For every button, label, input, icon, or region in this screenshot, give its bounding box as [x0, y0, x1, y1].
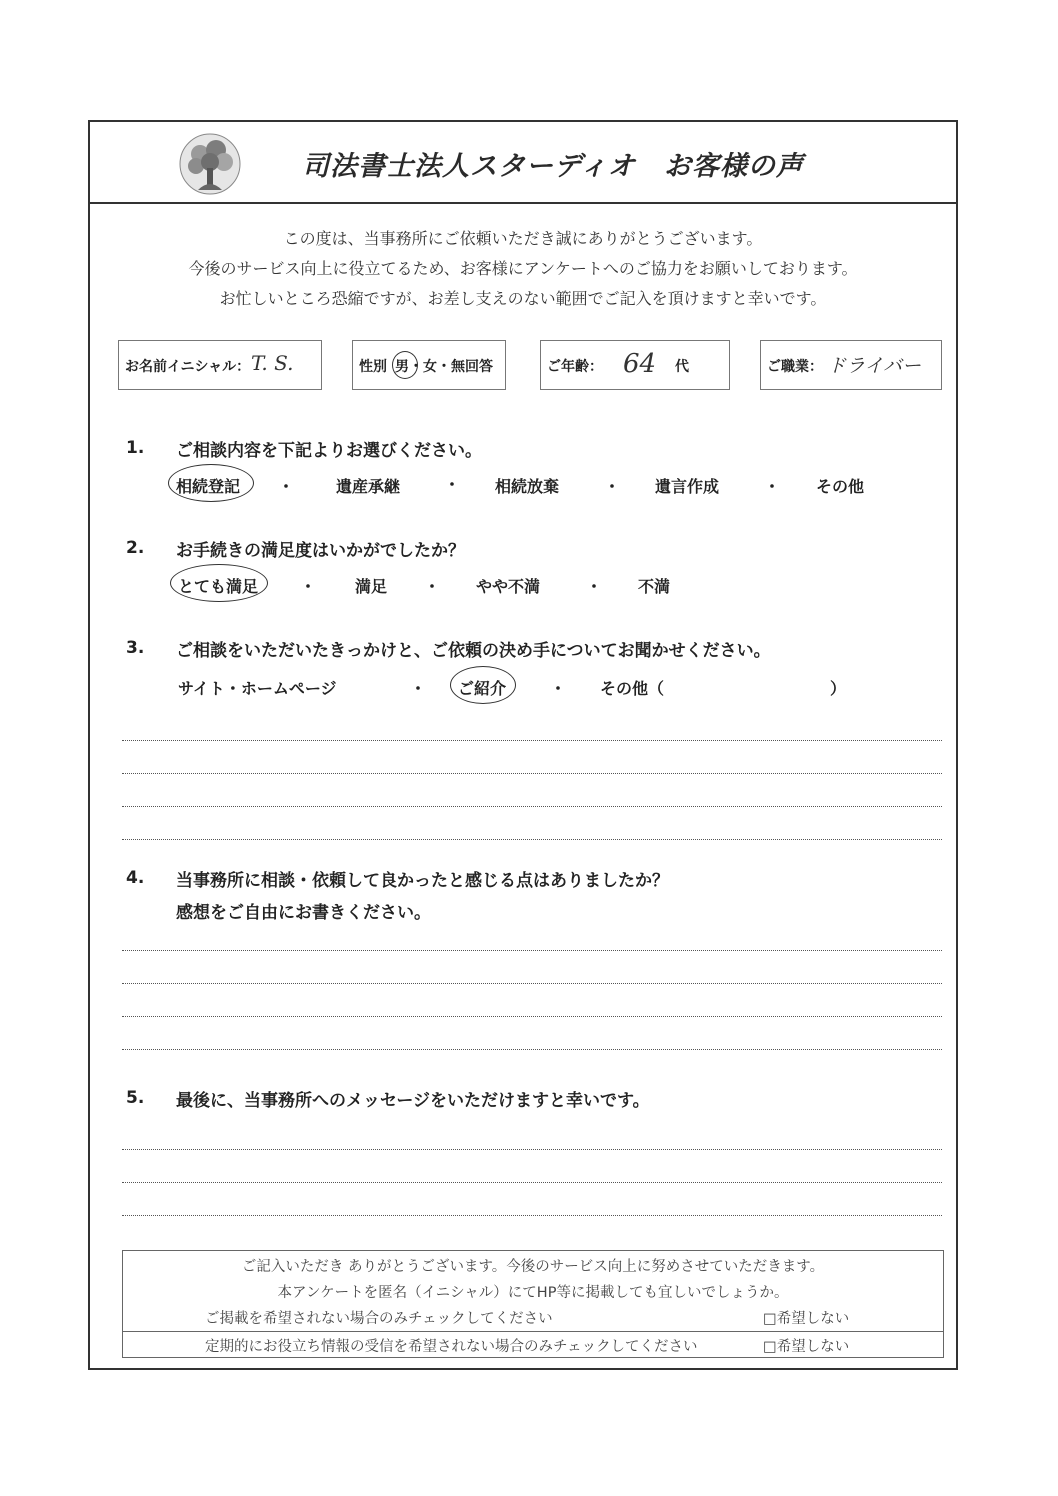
job-value: ドライバー [827, 355, 922, 377]
q3-option-1[interactable]: サイト・ホームページ [178, 679, 337, 698]
q3-option-3[interactable]: その他（ [600, 679, 665, 698]
initial-field[interactable] [118, 340, 322, 390]
q5-answer-line[interactable] [122, 1215, 942, 1216]
q1-option-2[interactable]: 遺産承継 [336, 477, 401, 496]
initial-value: T. S. [251, 351, 294, 375]
q4-answer-line[interactable] [122, 1016, 942, 1017]
q4-answer-line[interactable] [122, 983, 942, 984]
q1-option-5[interactable]: その他 [816, 477, 865, 496]
age-field[interactable] [540, 340, 730, 390]
form-header [90, 122, 956, 204]
q1-sep-1: ・ [278, 477, 295, 496]
q3-option-2[interactable]: ご紹介 [458, 679, 507, 698]
age-value: 64 [623, 349, 657, 379]
q2-text: お手続きの満足度はいかがでしたか？ [176, 541, 465, 561]
q2-option-1[interactable]: とても満足 [178, 577, 259, 596]
survey-form [88, 120, 958, 1370]
newsletter-opt-out-text: 定期的にお役立ち情報の受信を希望されない場合のみチェックしてください [205, 1339, 698, 1355]
q2-sep-2: ・ [424, 577, 441, 596]
consent-box [122, 1250, 944, 1358]
q4-answer-line[interactable] [122, 1049, 942, 1050]
q2-option-4[interactable]: 不満 [638, 577, 671, 596]
footer-publish-question: 本アンケートを匿名（イニシャル）にてHP等に掲載しても宜しいでしょうか。 [277, 1285, 789, 1301]
q1-sep-3: ・ [604, 477, 621, 496]
q2-option-1-circle [170, 564, 268, 602]
q3-answer-line[interactable] [122, 773, 942, 774]
gender-label: 性別 [359, 359, 387, 375]
q5-text: 最後に、当事務所へのメッセージをいただけますと幸いです。 [176, 1091, 650, 1111]
q1-sep-4: ・ [764, 477, 781, 496]
q1-number: 1. [126, 438, 145, 458]
gender-male-circle [392, 351, 418, 379]
age-suffix: 代 [675, 359, 689, 375]
q3-answer-line[interactable] [122, 740, 942, 741]
q3-number: 3. [126, 638, 145, 658]
intro-line-3: お忙しいところ恐縮ですが、お差し支えのない範囲でご記入を頂けますと幸いです。 [219, 289, 827, 308]
q1-sep-2: ・ [444, 475, 461, 494]
q5-answer-line[interactable] [122, 1182, 942, 1183]
q2-option-2[interactable]: 満足 [355, 577, 388, 596]
q3-sep-1: ・ [410, 679, 427, 698]
q3-answer-line[interactable] [122, 806, 942, 807]
q3-text: ご相談をいただいたきっかけと、ご依頼の決め手についてお聞かせください。 [176, 641, 771, 661]
q2-sep-3: ・ [586, 577, 603, 596]
intro-line-2: 今後のサービス向上に役立てるため、お客様にアンケートへのご協力をお願いしております。 [188, 259, 858, 278]
q4-answer-line[interactable] [122, 950, 942, 951]
gender-field[interactable] [352, 340, 506, 390]
q2-sep-1: ・ [300, 577, 317, 596]
publish-opt-out-checkbox[interactable]: □希望しない [763, 1311, 850, 1327]
q4-number: 4. [126, 868, 145, 888]
q3-option-close: ） [830, 679, 847, 698]
q5-answer-line[interactable] [122, 1149, 942, 1150]
q1-text: ご相談内容を下記よりお選びください。 [176, 441, 482, 461]
tree-logo-icon [178, 132, 242, 196]
publish-opt-out-text: ご掲載を希望されない場合のみチェックしてください [205, 1311, 553, 1327]
q3-answer-line[interactable] [122, 839, 942, 840]
footer-thanks: ご記入いただき ありがとうございます。今後のサービス向上に努めさせていただきます。 [241, 1259, 825, 1275]
q4-text-1: 当事務所に相談・依頼して良かったと感じる点はありましたか？ [176, 871, 669, 891]
q5-number: 5. [126, 1088, 145, 1108]
q3-option-2-circle [450, 666, 516, 704]
q3-sep-2: ・ [550, 679, 567, 698]
job-field[interactable] [760, 340, 942, 390]
age-label: ご年齢： [547, 359, 603, 375]
q1-option-1-circle [168, 464, 254, 502]
q1-option-4[interactable]: 遺言作成 [655, 477, 720, 496]
gender-options: 男・女・無回答 [395, 359, 493, 375]
q2-option-3[interactable]: やや不満 [476, 577, 541, 596]
footer-divider [123, 1331, 943, 1332]
q4-text-2: 感想をご自由にお書きください。 [176, 903, 431, 923]
intro-line-1: この度は、当事務所にご依頼いただき誠にありがとうございます。 [283, 229, 763, 248]
job-label: ご職業： [767, 359, 823, 375]
form-title: 司法書士法人スターディオ お客様の声 [302, 151, 804, 182]
initial-label: お名前イニシャル： [125, 359, 251, 375]
q2-number: 2. [126, 538, 145, 558]
newsletter-opt-out-checkbox[interactable]: □希望しない [763, 1339, 850, 1355]
q1-option-3[interactable]: 相続放棄 [495, 477, 560, 496]
q1-option-1[interactable]: 相続登記 [176, 477, 241, 496]
